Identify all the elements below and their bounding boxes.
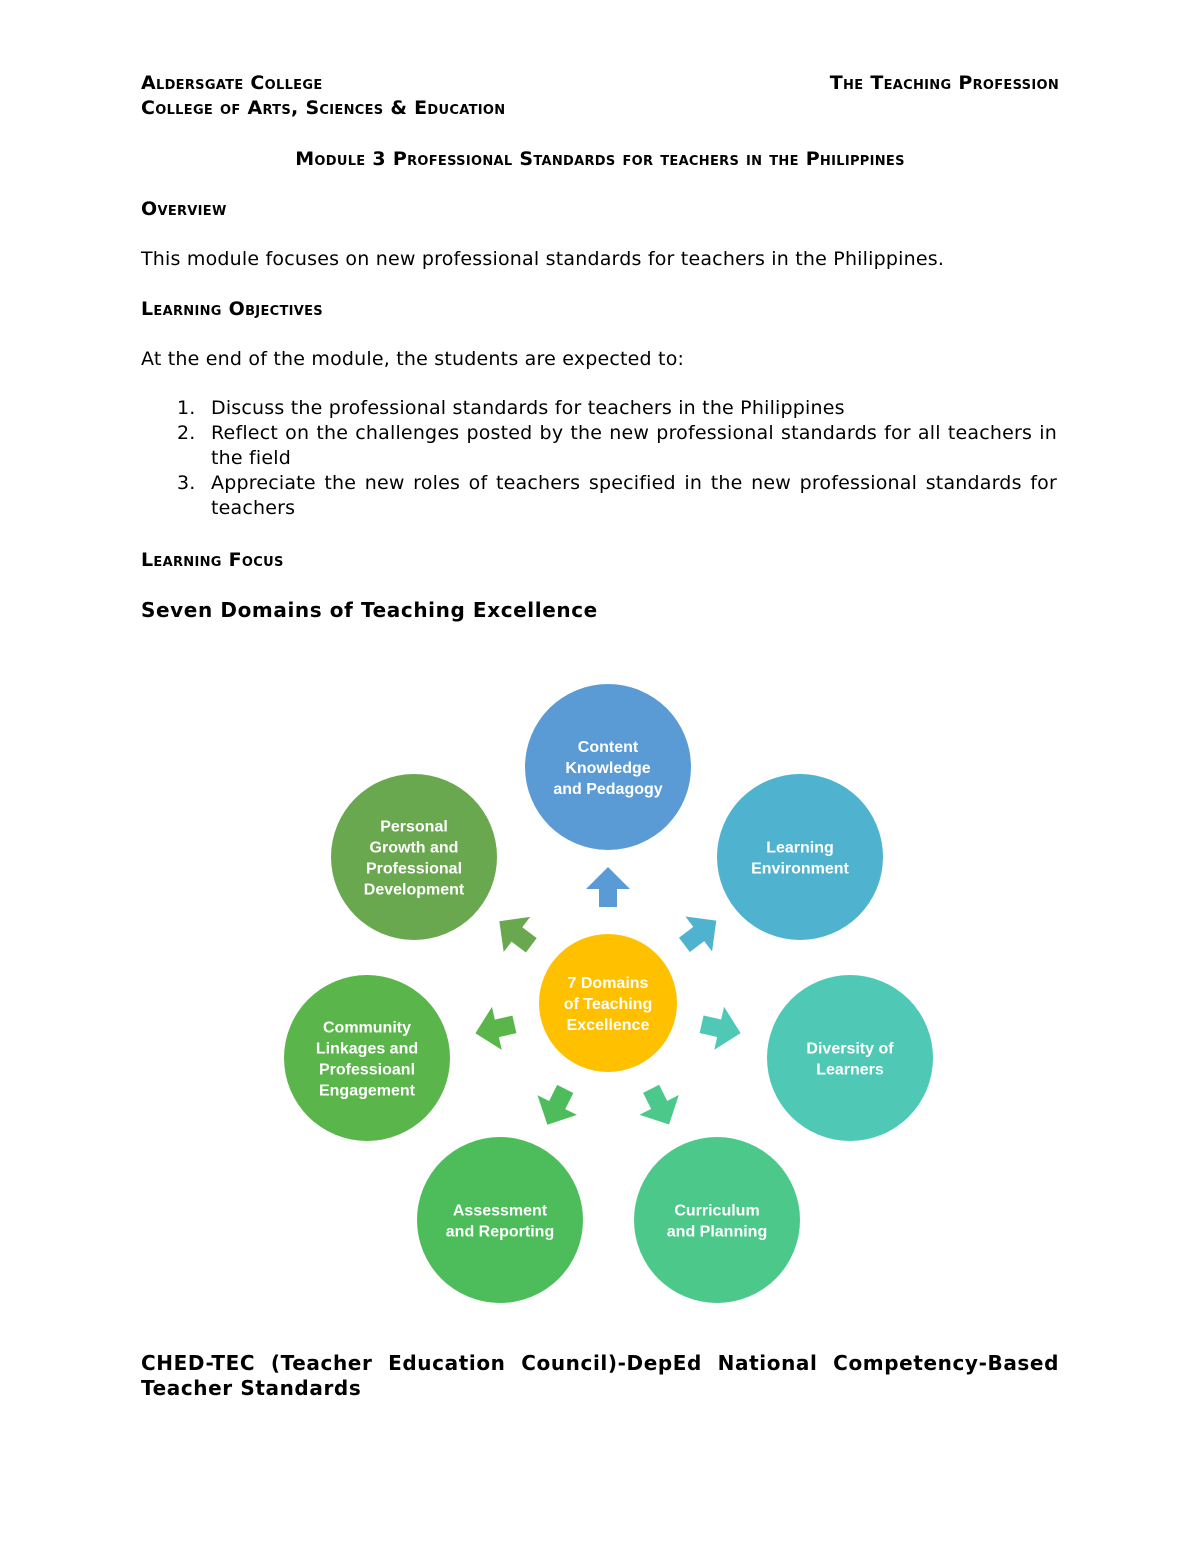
list-number: 3.	[177, 472, 196, 494]
domain-label-line: of Teaching	[563, 996, 653, 1013]
objectives-intro: At the end of the module, the students are expected to:	[141, 348, 685, 370]
arrow-icon	[586, 867, 630, 907]
header-college: Aldersgate College	[141, 72, 323, 94]
domain-label-line: Engagement	[318, 1082, 416, 1100]
list-number: 1.	[177, 397, 196, 419]
header-department: College of Arts, Sciences & Education	[141, 97, 506, 119]
domain-circle-community-linkages	[284, 975, 450, 1141]
domain-circle-curriculum-and-planning	[634, 1137, 800, 1303]
overview-text: This module focuses on new professional standards for teachers in the Philippines.	[141, 248, 945, 270]
domain-label-line: Professional	[365, 860, 463, 878]
domain-label-line: Environment	[751, 860, 849, 878]
domain-label-line: Content	[577, 739, 639, 756]
domain-label-line: Linkages and	[315, 1040, 419, 1058]
domain-label-line: and Pedagogy	[553, 781, 663, 798]
arrow-icon	[671, 903, 729, 962]
domain-label-line: Assessment	[452, 1202, 548, 1220]
arrow-icon	[486, 904, 544, 963]
domain-label-line: 7 Domains	[567, 975, 649, 992]
domain-label-line: Community	[323, 1019, 411, 1037]
list-number: 2.	[177, 422, 196, 444]
focus-subheading: Seven Domains of Teaching Excellence	[141, 598, 598, 622]
domain-circle-assessment-and-reporting	[417, 1137, 583, 1303]
domain-label-line: Growth and	[369, 839, 459, 857]
list-text: Appreciate the new roles of teachers specified in the new professional standards for teachers	[211, 472, 1057, 519]
arrow-icon	[471, 1003, 520, 1055]
closing-heading: CHED-TEC (Teacher Education Council)-DepEd National Competency-Based Teacher Standards	[141, 1351, 1059, 1400]
header-course: The Teaching Profession	[829, 72, 1059, 94]
domain-label-line: Learning	[766, 839, 834, 857]
domain-label-line: Professioanl	[318, 1061, 416, 1079]
overview-heading: Overview	[141, 198, 227, 220]
domain-circle-diversity-of-learners	[767, 975, 933, 1141]
arrow-icon	[631, 1079, 688, 1134]
arrow-icon	[697, 1003, 746, 1055]
domain-label-line: Diversity of	[806, 1040, 894, 1058]
focus-heading: Learning Focus	[141, 549, 284, 571]
domain-circle-personal-growth	[331, 774, 497, 940]
domain-label-line: Knowledge	[565, 760, 651, 777]
arrow-icon	[528, 1079, 585, 1134]
domain-label-line: Learners	[816, 1061, 884, 1079]
list-text: Reflect on the challenges posted by the new professional standards for all teachers in the field	[211, 422, 1057, 469]
objectives-heading: Learning Objectives	[141, 298, 323, 320]
domain-circle-learning-environment	[717, 774, 883, 940]
module-title: Module 3 Professional Standards for teachers in the Philippines	[295, 148, 905, 170]
domain-label-line: and Planning	[666, 1223, 768, 1241]
center-label	[564, 975, 653, 1034]
domain-label-line: and Reporting	[445, 1223, 555, 1241]
domain-label-line: Personal	[380, 818, 448, 836]
domain-label-line: Development	[363, 881, 465, 899]
domain-label-line: Curriculum	[674, 1202, 760, 1220]
list-text: Discuss the professional standards for teachers in the Philippines	[211, 397, 845, 419]
domain-label-line: Excellence	[566, 1017, 650, 1034]
